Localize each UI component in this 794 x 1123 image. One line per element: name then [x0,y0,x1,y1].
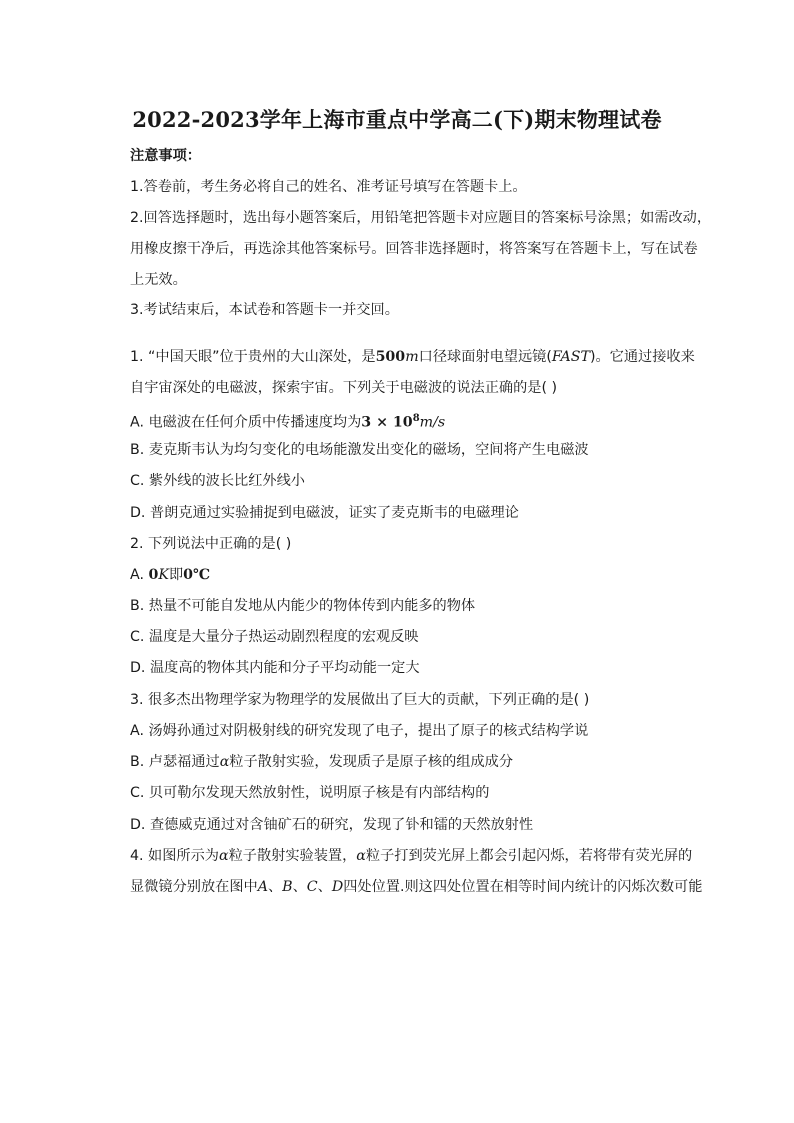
q4-stem-line-2 [130,877,702,897]
q1-math-m: m [405,349,419,365]
q1-option-d: D. 普朗克通过实验捕捉到电磁波，证实了麦克斯韦的电磁理论 [130,505,519,521]
page-title: 2022-2023学年上海市重点中学高二(下)期末物理试卷 [132,107,662,132]
q1-stem-line-1 [130,347,695,367]
q4-text-2: 粒子散射实验装置， [228,848,357,864]
q4-l2-text-2: 、 [267,879,283,895]
q1-option-a [130,409,445,433]
note-item-2-line-1: 2.回答选择题时，选出每小题答案后，用铅笔把答题卡对应题目的答案标号涂黑；如需改动， [130,210,712,226]
q4-math-alpha-2: α [356,848,366,864]
q2-a-math-k: K [158,567,169,583]
q1-text-2: 口径球面射电望远镜( [418,349,552,365]
q4-l2-text-3: 、 [292,879,307,895]
q2-a-math-0c: 0℃ [183,567,211,583]
q4-math-b: B [282,879,293,895]
q4-l2-text-5: 四处位置.则这四处位置在相等时间内统计的闪烁次数可能 [343,879,703,895]
note-item-3: 3.考试结束后，本试卷和答题卡一并交回。 [130,302,399,318]
q1-text-3: )。它通过接收来 [589,349,695,365]
q1-math-500: 500 [375,349,406,365]
q3-stem: 3. 很多杰出物理学家为物理学的发展做出了巨大的贡献，下列正确的是( ) [130,692,590,708]
q2-option-c: C. 温度是大量分子热运动剧烈程度的宏观反映 [130,629,419,645]
note-item-2-line-2: 用橡皮擦干净后，再选涂其他答案标号。回答非选择题时，将答案写在答题卡上，写在试卷 [130,241,698,257]
q2-a-math-0: 0 [148,567,159,583]
q1-a-text: A. 电磁波在任何介质中传播速度均为 [130,414,362,431]
q4-text-3: 粒子打到荧光屏上都会引起闪烁，若将带有荧光屏的 [365,848,693,864]
q4-text-1: 4. 如图所示为 [130,848,219,864]
note-item-1: 1.答卷前，考生务必将自己的姓名、准考证号填写在答题卡上。 [130,179,527,195]
q4-stem-line-1 [130,846,692,866]
q1-a-math-1: 3 × 10 [361,414,413,431]
q3-option-d: D. 查德威克通过对含铀矿石的研究，发现了钋和镭的天然放射性 [130,817,534,833]
q4-math-alpha-1: α [218,848,229,864]
q1-stem-line-2: 自宇宙深处的电磁波，探索宇宙。下列关于电磁波的说法正确的是( ) [130,380,558,396]
q1-math-fast: FAST [551,349,590,365]
q4-math-d: D [331,879,344,895]
q2-option-d: D. 温度高的物体其内能和分子平均动能一定大 [130,660,420,676]
q3-b-text-1: B. 卢瑟福通过 [130,754,220,770]
q1-option-b: B. 麦克斯韦认为均匀变化的电场能激发出变化的磁场，空间将产生电磁波 [130,442,589,458]
q2-a-text-2: 即 [168,567,184,583]
q2-a-text-1: A. [130,567,149,583]
q3-option-b [130,752,513,772]
q3-b-math-alpha: α [219,754,230,770]
q4-l2-text-4: 、 [317,879,332,895]
q1-a-math-2: m/s [419,414,446,431]
q4-math-a: A [257,879,268,895]
notes-heading: 注意事项： [130,148,201,164]
q1-text-1: 1. “中国天眼”位于贵州的大山深处，是 [130,349,376,365]
q3-option-c: C. 贝可勒尔发现天然放射性，说明原子核是有内部结构的 [130,785,490,801]
q4-l2-text-1: 显微镜分别放在图中 [130,879,258,895]
note-item-2-line-3: 上无效。 [130,272,187,288]
q2-option-b: B. 热量不可能自发地从内能少的物体传到内能多的物体 [130,598,476,614]
q3-b-text-2: 粒子散射实验，发现质子是原子核的组成成分 [229,754,514,770]
q1-a-sup: 8 [412,413,420,424]
q2-stem: 2. 下列说法中正确的是( ) [130,536,292,552]
q4-math-c: C [306,879,318,895]
q2-option-a [130,565,210,585]
q3-option-a: A. 汤姆孙通过对阴极射线的研究发现了电子，提出了原子的核式结构学说 [130,723,589,739]
q1-option-c: C. 紫外线的波长比红外线小 [130,473,305,489]
